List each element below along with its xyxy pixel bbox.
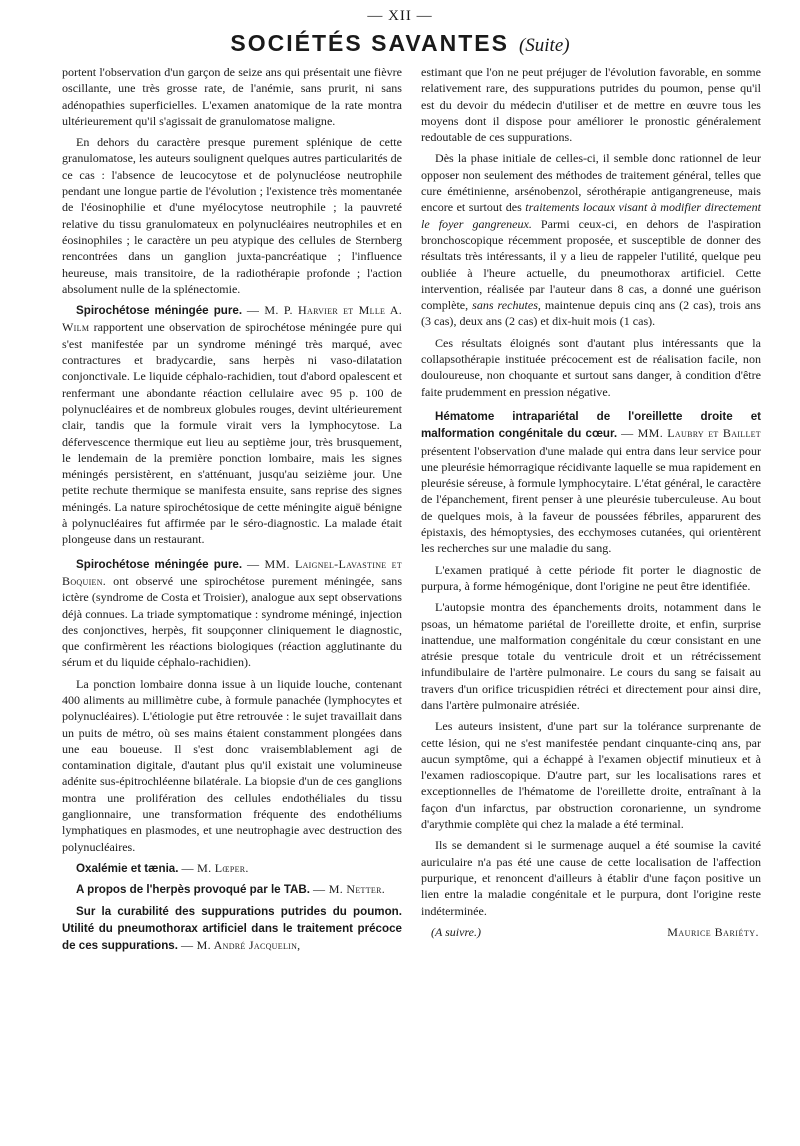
section-heading: Spirochétose méningée pure. [76,304,243,318]
paragraph [421,150,761,329]
paragraph: Ils se demandent si le surmenage auquel a été soumise la cavité auriculaire n'a pas été une cause de cette localisation de l'affection purpurique, et renoncent d'ailleurs à établir d'une façon positive un lien entre la maladie congénitale et le purpura, dont l'origine reste indéterminée. [421,838,761,918]
paragraph: Ces résultats éloignés sont d'autant plus intéressants que la collapsothérapie instituée précocement est de réalisation facile, non douloureuse, non choquante et surtout sans danger, à condition d'être faite prudemment en pression négative. [421,335,761,399]
section-hematome [421,408,761,557]
entry-authors: — M. Lœper. [181,860,249,875]
paragraph: L'examen pratiqué à cette période fit porter le diagnostic de purpura, à forme hémogénique, dont l'origine ne peut être identifiée. [421,562,761,593]
section-spirochetose-2 [62,556,402,671]
paragraph: L'autopsie montra des épanchements droits, notamment dans le psoas, un hématome pariétal de l'oreillette droite, et enfin, surprise inattendue, une malformation congénitale du cœur consistant en une atrésie presque totale du ventricule droit et un rétrécissement infundibulaire de l'artère pulmonaire. Le cours du sang se faisait au travers d'un orifice tricuspidien rétréci et directement pour ainsi dire, dans l'artère pulmonaire atrésiée. [421,600,761,712]
text-run: maintenue depuis cinq ans (2 cas), trois ans (3 cas), deux ans (2 cas) et dix-huit mois (1 cas). [421,298,761,329]
paragraph: estimant que l'on ne peut préjuger de l'évolution favorable, en somme relativement rare, des suppurations putrides du poumon, pense qu'il est du devoir du médecin d'utiliser et de mettre en œuvre tous les moyens dont il dispose pour améliorer le pronostic généralement redoutable de ces suppurations. [421,65,761,145]
section-heading: Spirochétose méningée pure. [76,557,243,571]
section-authors: — MM. Laignel-Lavastine et Boquien. [62,556,403,588]
section-text: ont observé une spirochétose purement méningée, sans ictère (syndrome de Costa et Troisier), analogue aux sept observations déjà connues. La triade symptomatique : syndrome méningé, injection des conjonctives, herpès, fit soupçonner cliniquement le diagnostic, que confirmèrent les réactions biologiques (réaction agglutinante du sérum et du liquide céphalo-rachidien). [62,573,403,670]
entry-authors: — M. André Jacquelin, [180,938,301,953]
right-column [421,64,761,940]
entry-oxalemie [62,860,402,877]
a-suivre: (A suivre.) [431,924,481,939]
running-head [0,30,800,57]
emphasis: sans rechutes, [472,298,541,313]
entry-heading: Oxalémie et tænia. [76,861,179,875]
entry-heading: Sur la curabilité des suppurations putrides du poumon. Utilité du pneumothorax artificiel dans le traitement précoce de ces suppurations. [62,904,402,953]
left-column [62,64,402,958]
section-authors: — M. P. Harvier et Mlle A. Wilm [62,303,403,335]
emphasis: traitements locaux visant à modifier directement le foyer gangreneux. [421,200,761,231]
section-spirochetose-1 [62,302,402,547]
section-text: rapportent une observation de spirochétose méningée pure qui s'est manifestée par un syndrome méningé très marqué, avec contractures et bradycardie, sans herpès ni vaso-dilatation conjonctivale. Le liquide céphalo-rachidien, tout d'abord opalescent et renfermant une abondante réaction cellulaire avec 95 p. 100 de polynucléaires et de nombreux globules rouges, devint ultérieurement clair, tandis que la formule virait vers la lymphocytose. La défervescence thermique eut lieu au septième jour, très brusquement, le lendemain de la première ponction lombaire, mais les signes méningés persistèrent, en s'atténuant, jusqu'au seizième jour. Une petite rechute thermique se manifesta ensuite, sans reprise des signes méningés. La nature spirochétosique de cette méningite aiguë bénigne à polynucléaires fut affirmée par le séro-diagnostic. La malade était plongeuse dans un restaurant. [62,320,403,547]
section-heading: Hématome intrapariétal de l'oreillette droite et malformation congénitale du cœur. [421,409,761,441]
entry-authors: — M. Netter. [313,882,386,897]
paragraph: portent l'observation d'un garçon de seize ans qui présentait une fièvre oscillante, une très grosse rate, de l'anémie, sans prurit, ni sans adénopathies superficielles. L'examen anatomique de la rate montra ultérieurement qu'il s'agissait de granulomatose maligne. [62,65,402,128]
section-text: présentent l'observation d'une malade qui entra dans leur service pour une pleurésie hémorragique récidivante laquelle se mua rapidement en pleurésie séreuse, à formule lymphocytaire. L'état général, le caractère de l'épanchement, firent penser à une pleurésie tuberculeuse. Au bout de quelques mois, à la faveur de poussées fébriles, apparurent des épistaxis, des hémoptysies, des ecchymoses cutanées, qui orientèrent les recherches sur une maladie du sang. [421,443,761,556]
running-head-title: SOCIÉTÉS SAVANTES [230,30,509,56]
page-number: — XII — [367,8,433,24]
author-signature: Maurice Bariéty. [667,924,759,939]
text-run: Dès la phase initiale de celles-ci, il semble donc rationnel de leur opposer non seulement des méthodes de traitement général, telles que cure émétinienne, arsénobenzol, sérothérapie antigangreneuse, mais encore et surtout des [421,151,761,215]
running-head-suite: (Suite) [518,35,570,56]
paragraph: Les auteurs insistent, d'une part sur la tolérance surprenante de cette lésion, qui ne s'est manifestée pendant cinquante-cinq ans, par aucun symptôme, qui a échappé à l'examen objectif minutieux et à l'examen radioscopique. D'autre part, sur les localisations rares et exceptionnelles de l'hématome de l'oreillette droite, entraînant à la façon d'un infarctus, par obstruction coronarienne, un syndrome d'arythmie complète qui chez la malade a été terminal. [421,719,761,832]
paragraph: La ponction lombaire donna issue à un liquide louche, contenant 400 aliments au millimètre cube, à formule panachée (lymphocytes et polynucléaires). L'étiologie put être retrouvée : le sujet travaillait dans un puits de métro, où ses mains étaient constamment plongées dans une eau boueuse. Il s'est donc vraisemblablement agi de contamination digitale, d'autant plus qu'il existait une volumineuse adénite sus-épitrochléenne bilatérale. La biopsie d'un de ces ganglions montra une prolifération des cellules endothéliales du tissu ganglionnaire, une transformation fréquente des endothéliums lymphatiques en plasmodes, et une neutrophagie avec destruction des polynucléaires. [62,676,402,854]
entry-heading: A propos de l'herpès provoqué par le TAB. [76,883,311,897]
entry-herpes [62,881,402,898]
entry-suppurations [62,903,402,955]
text-run: Parmi ceux-ci, en dehors de l'aspiration bronchoscopique récemment proposée, et susceptible de donner des résultats très intéressants, il y a lieu de rappeler l'utilité, quelque peu oubliée à l'heure actuelle, du pneumothorax artificiel. Cette intervention, réalisée par l'auteur dans 8 cas, a donné une guérison complète, [421,216,761,313]
section-authors: — MM. Laubry et Baillet [621,426,761,441]
article-footer [421,924,761,940]
paragraph: En dehors du caractère presque purement splénique de cette granulomatose, les auteurs soulignent quelques autres particularités de ce cas : l'absence de leucocytose et de polynucléose neutrophile pendant une longue partie de l'évolution ; l'existence très momentanée de l'éosinophilie et d'une myélocytose neutrophile ; la pauvreté relative du tissu granulomateux en polynucléaires neutrophiles et en éosinophiles ; le caractère un peu atypique des cellules de Sternberg rencontrées dans un ganglion juxta-pancréatique ; l'influence heureuse, mais transitoire, de la radiothérapie profonde ; l'action absolument nulle de la splénectomie. [62,135,402,296]
